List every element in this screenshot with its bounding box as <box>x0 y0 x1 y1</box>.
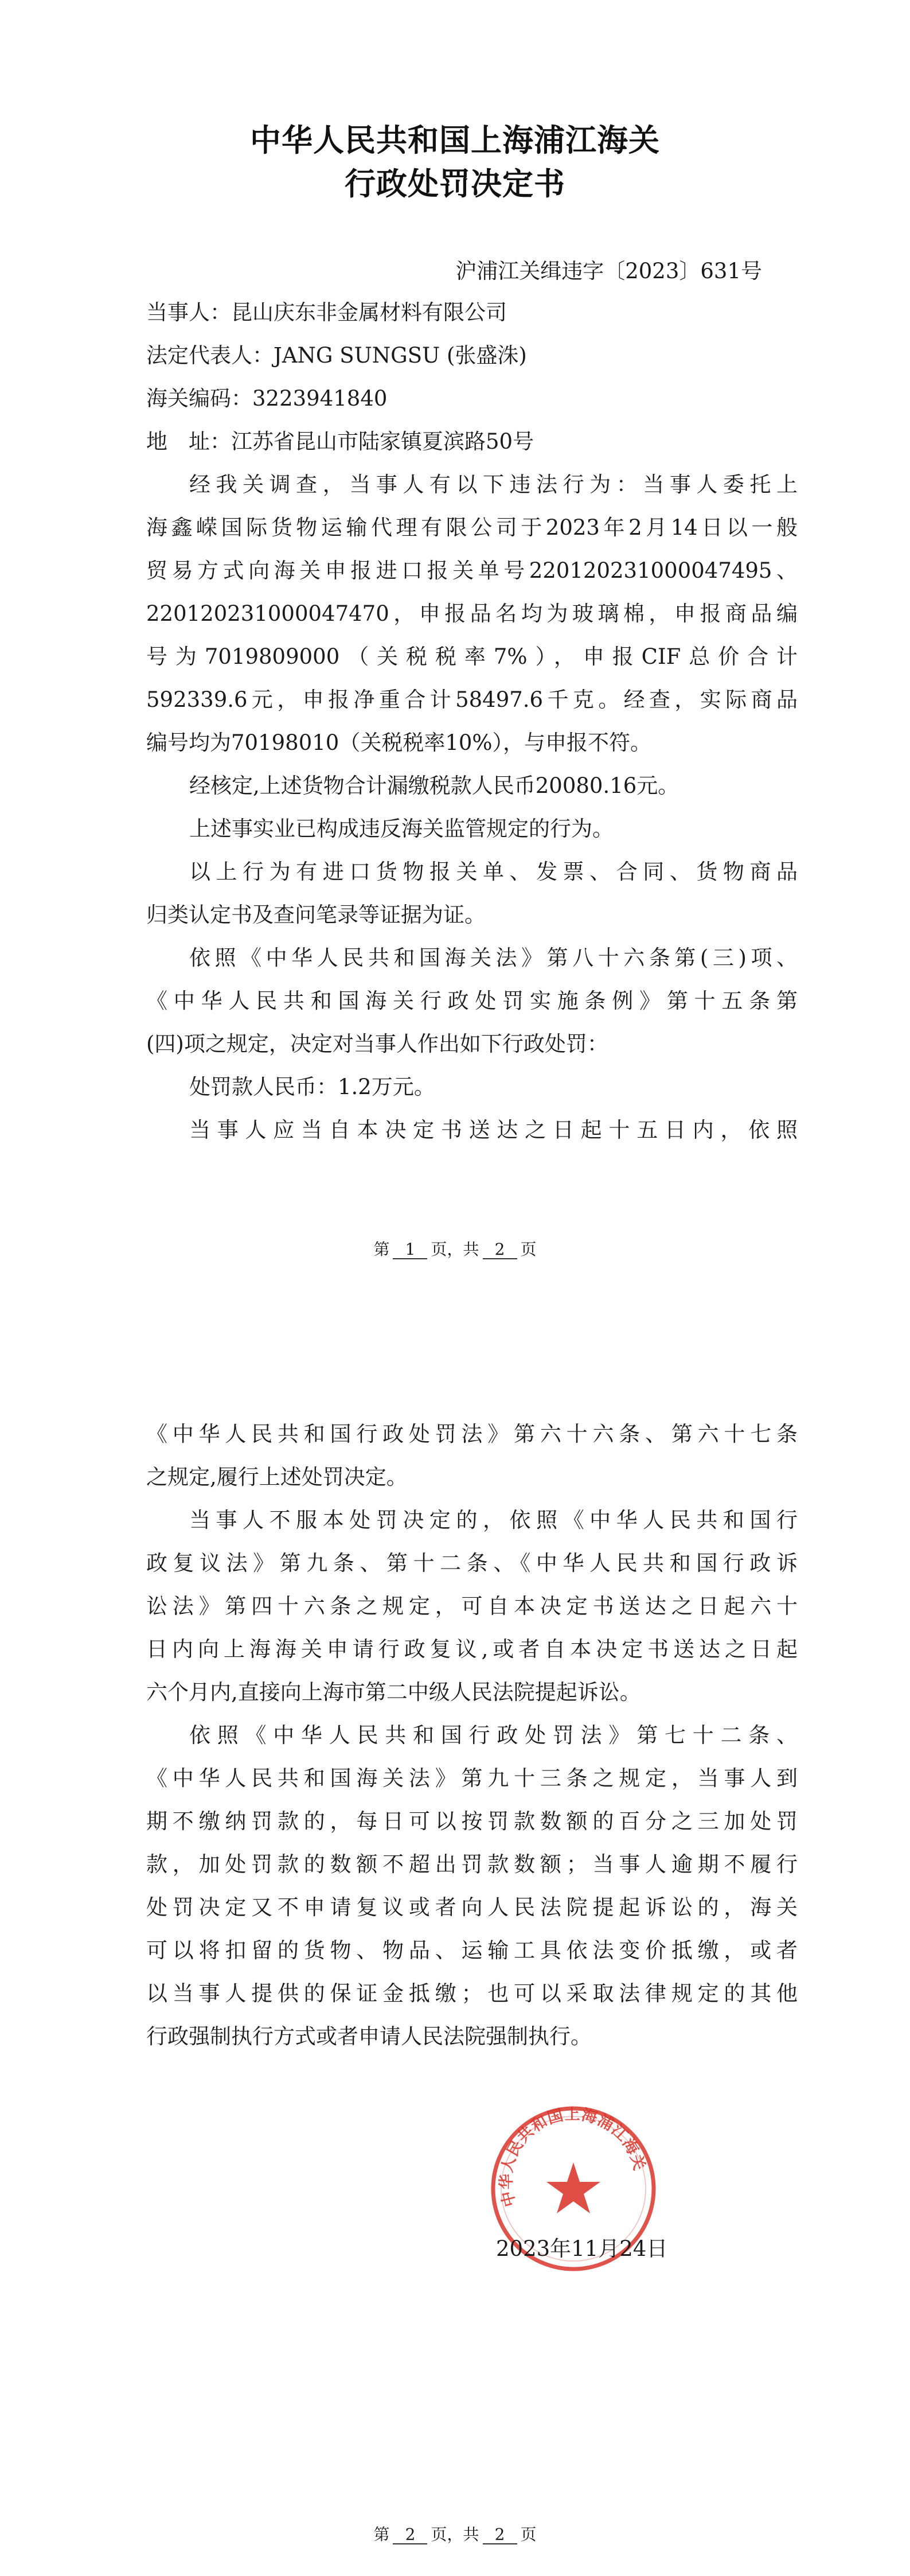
page-footer-1 <box>0 1239 910 1260</box>
seal-star-icon <box>546 2162 600 2213</box>
title-line-1: 中华人民共和国上海浦江海关 <box>250 122 660 158</box>
footer-page-label: 页，共 <box>431 1240 479 1259</box>
body-line: 依照《中华人民共和国海关法》第八十六条第(三)项、 <box>189 945 798 970</box>
body-line: 贸易方式向海关申报进口报关单号220120231000047495、 <box>146 558 798 583</box>
body-line: 《中华人民共和国海关行政处罚实施条例》第十五条第 <box>146 989 798 1013</box>
body-line: 当事人应当自本决定书送达之日起十五日内，依照 <box>189 1118 798 1142</box>
legal-representative: 法定代表人：JANG SUNGSU (张盛洙) <box>146 343 527 368</box>
footer-suffix: 页 <box>520 1240 537 1259</box>
body-line: 《中华人民共和国行政处罚法》第六十六条、第六十七条 <box>146 1422 798 1446</box>
penalty-amount: 处罚款人民币：1.2万元。 <box>189 1075 435 1099</box>
footer-page-label: 页，共 <box>431 2525 479 2544</box>
body-line: 政复议法》第九条、第十二条、《中华人民共和国行政诉 <box>146 1551 798 1575</box>
body-line: 款，加处罚款的数额不超出罚款数额；当事人逾期不履行 <box>146 1852 798 1877</box>
body-line: 之规定,履行上述处罚决定。 <box>146 1465 408 1489</box>
body-line: 编号均为70198010（关税税率10%），与申报不符。 <box>146 730 652 755</box>
body-line: 以上行为有进口货物报关单、发票、合同、货物商品 <box>189 859 798 884</box>
body-line: 经我关调查，当事人有以下违法行为：当事人委托上 <box>189 472 798 497</box>
body-line: 六个月内,直接向上海市第二中级人民法院提起诉讼。 <box>146 1680 641 1705</box>
body-line: 220120231000047470，申报品名均为玻璃棉，申报商品编 <box>146 601 798 626</box>
footer-total-pages: 2 <box>483 2526 517 2544</box>
body-line: 海鑫嵘国际货物运输代理有限公司于2023年2月14日以一般 <box>146 515 798 540</box>
footer-page-number: 2 <box>393 2526 427 2544</box>
seal-text: 中华人民共和国上海浦江海关 <box>497 2106 649 2209</box>
body-line: 《中华人民共和国海关法》第九十三条之规定，当事人到 <box>146 1766 798 1791</box>
body-line: 当事人不服本处罚决定的，依照《中华人民共和国行 <box>189 1508 798 1532</box>
body-line: 以当事人提供的保证金抵缴；也可以采取法律规定的其他 <box>146 1981 798 2006</box>
title-line-2: 行政处罚决定书 <box>345 166 565 202</box>
body-line: 上述事实业已构成违反海关监管规定的行为。 <box>189 816 614 841</box>
footer-page-number: 1 <box>393 1241 427 1259</box>
body-line: 592339.6元，申报净重合计58497.6千克。经查，实际商品 <box>146 687 798 712</box>
party-name: 当事人：昆山庆东非金属材料有限公司 <box>146 300 507 325</box>
body-line: 处罚决定又不申请复议或者向人民法院提起诉讼的，海关 <box>146 1895 798 1920</box>
footer-suffix: 页 <box>520 2525 537 2544</box>
body-line: 日内向上海海关申请行政复议,或者自本决定书送达之日起 <box>146 1637 798 1661</box>
customs-code: 海关编码：3223941840 <box>146 386 388 411</box>
body-line: 依照《中华人民共和国行政处罚法》第七十二条、 <box>189 1723 798 1748</box>
decision-date: 2023年11月24日 <box>496 2236 668 2261</box>
body-line: (四)项之规定，决定对当事人作出如下行政处罚： <box>146 1032 608 1056</box>
body-line: 讼法》第四十六条之规定，可自本决定书送达之日起六十 <box>146 1594 798 1618</box>
body-line: 号为7019809000（关税税率7%），申报CIF总价合计 <box>146 644 798 669</box>
body-line: 经核定,上述货物合计漏缴税款人民币20080.16元。 <box>189 773 679 798</box>
address: 地 址：江苏省昆山市陆家镇夏滨路50号 <box>146 429 534 454</box>
footer-prefix: 第 <box>373 1240 390 1259</box>
body-line: 归类认定书及查问笔录等证据为证。 <box>146 902 486 927</box>
page-2 <box>0 1288 910 2576</box>
footer-total-pages: 2 <box>483 1241 517 1259</box>
body-line: 可以将扣留的货物、物品、运输工具依法变价抵缴，或者 <box>146 1938 798 1963</box>
document-number: 沪浦江关缉违字〔2023〕631号 <box>455 259 762 283</box>
footer-prefix: 第 <box>373 2525 390 2544</box>
page-footer-2 <box>0 2524 910 2545</box>
body-line: 行政强制执行方式或者申请人民法院强制执行。 <box>146 2024 592 2049</box>
body-line: 期不缴纳罚款的，每日可以按罚款数额的百分之三加处罚 <box>146 1809 798 1834</box>
